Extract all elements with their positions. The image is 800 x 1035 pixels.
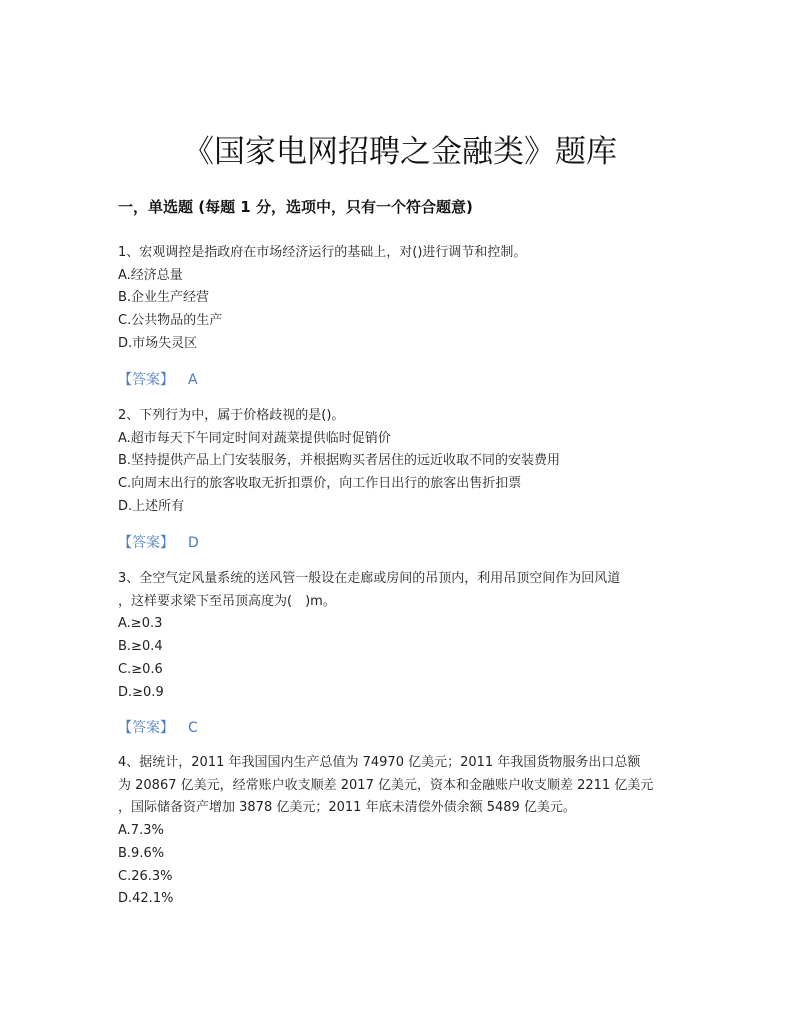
answer-label: 【答案】: [118, 372, 174, 388]
option-b: B.9.6%: [118, 845, 165, 861]
question-3: [118, 568, 698, 704]
answer-3: [118, 718, 198, 738]
option-a: A.经济总量: [118, 267, 183, 283]
option-d: D.上述所有: [118, 498, 185, 514]
option-c: C.向周末出行的旅客收取无折扣票价，向工作日出行的旅客出售折扣票: [118, 476, 522, 492]
answer-label: 【答案】: [118, 720, 174, 736]
question-2: [118, 405, 698, 519]
question-1: [118, 242, 698, 356]
question-stem-line: 为 20867 亿美元，经常账户收支顺差 2017 亿美元，资本和金融账户收支顺差 2211 亿美元: [118, 777, 654, 793]
option-c: C.公共物品的生产: [118, 313, 223, 329]
option-a: A.≥0.3: [118, 616, 163, 632]
section-heading: 一，单选题 (每题 1 分，选项中，只有一个符合题意): [118, 198, 473, 216]
question-stem-line: 1、宏观调控是指政府在市场经济运行的基础上，对()进行调节和控制。: [118, 245, 527, 260]
option-c: C.26.3%: [118, 868, 173, 884]
question-stem-line: ，这样要求梁下至吊顶高度为( )m。: [118, 593, 336, 609]
answer-value: D: [188, 535, 199, 551]
option-c: C.≥0.6: [118, 661, 163, 677]
answer-value: C: [188, 720, 198, 736]
option-b: B.≥0.4: [118, 639, 163, 655]
question-stem-line: 4、据统计，2011 年我国国内生产总值为 74970 亿美元；2011 年我国货物服务出口总额: [118, 755, 641, 770]
option-d: D.市场失灵区: [118, 335, 198, 351]
answer-1: [118, 370, 198, 390]
answer-value: A: [188, 372, 198, 388]
option-d: D.≥0.9: [118, 684, 164, 700]
document-title: 《国家电网招聘之金融类》题库: [183, 133, 617, 170]
option-a: A.7.3%: [118, 823, 164, 839]
option-b: B.坚持提供产品上门安装服务，并根据购买者居住的远近收取不同的安装费用: [118, 453, 561, 469]
question-stem-line: 3、全空气定风量系统的送风管一般设在走廊或房间的吊顶内，利用吊顶空间作为回风道: [118, 571, 621, 586]
option-d: D.42.1%: [118, 891, 174, 907]
question-stem-line: 2、下列行为中，属于价格歧视的是()。: [118, 408, 345, 423]
option-a: A.超市每天下午同定时间对蔬菜提供临时促销价: [118, 430, 391, 446]
answer-label: 【答案】: [118, 535, 174, 551]
question-stem-line: ，国际储备资产增加 3878 亿美元；2011 年底未清偿外债余额 5489 亿美元。: [118, 800, 576, 816]
question-4: [118, 752, 698, 911]
option-b: B.企业生产经营: [118, 290, 210, 306]
answer-2: [118, 533, 199, 553]
